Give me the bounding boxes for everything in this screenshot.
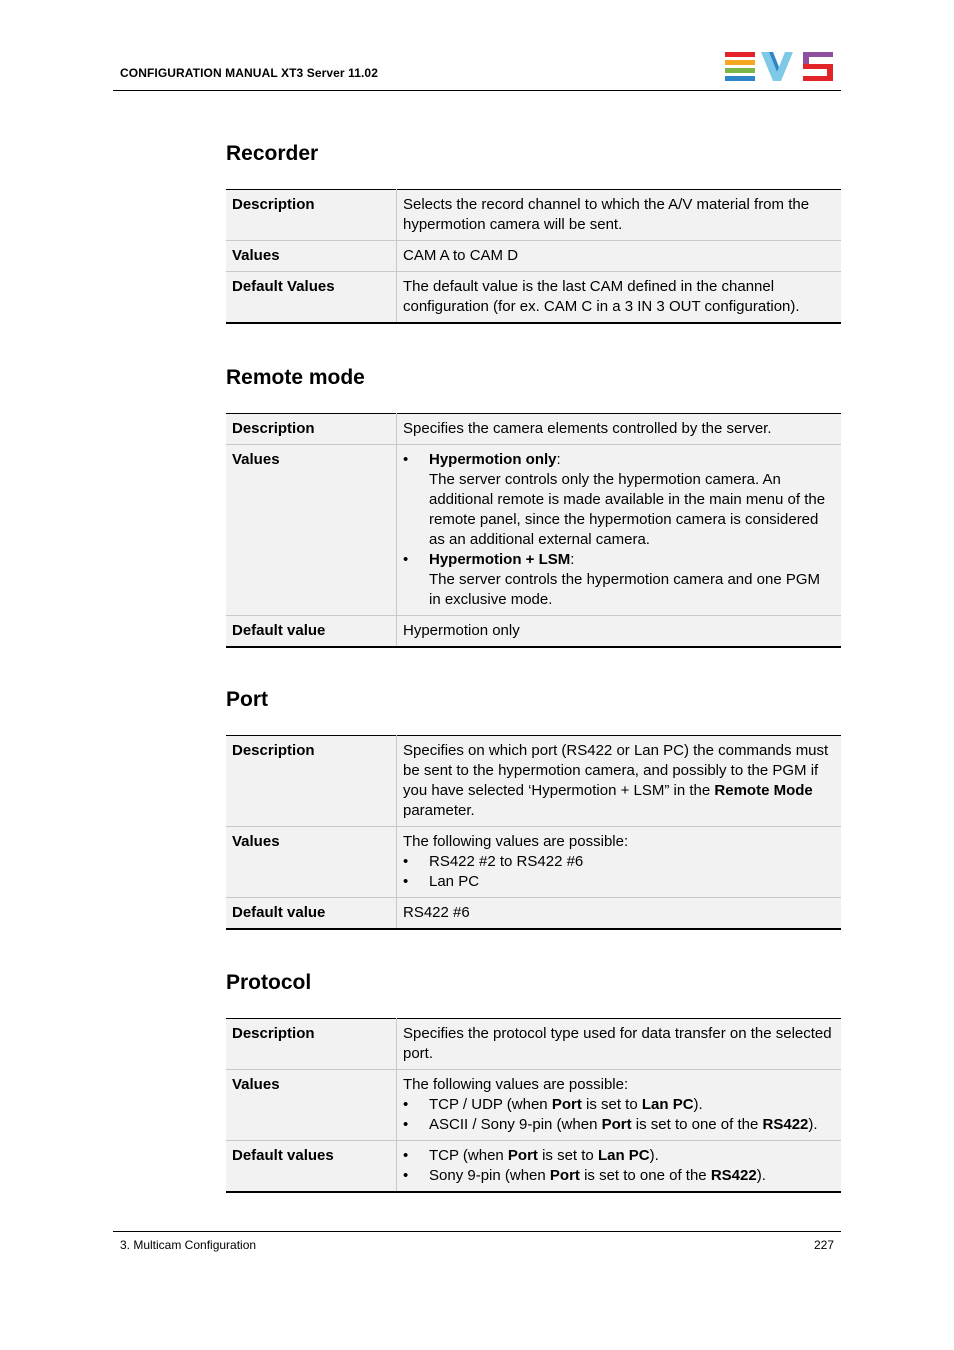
protocol-table [226, 1018, 841, 1193]
row-value: CAM A to CAM D [397, 241, 842, 272]
table-row [226, 1141, 841, 1193]
row-key: Values [226, 241, 397, 272]
table-row [226, 898, 841, 930]
item-text: The server controls the hypermotion camera and one PGM in exclusive mode. [429, 571, 821, 608]
header-divider [113, 90, 841, 91]
list-item: • Hypermotion only: The server controls only the hypermotion camera. An additional remote is made available in the main menu of the remote panel, since the hypermotion camera is considered as an additional external camera. [403, 450, 835, 550]
row-key: Default value [226, 616, 397, 648]
row-key: Default value [226, 898, 397, 930]
page-number: 227 [813, 1238, 834, 1252]
list-item: • TCP (when Port is set to Lan PC). [403, 1146, 835, 1166]
row-key: Description [226, 414, 397, 445]
section-title-remote-mode: Remote mode [226, 366, 365, 389]
item-name: Hypermotion only [429, 451, 557, 468]
row-value [397, 736, 842, 827]
row-key: Description [226, 190, 397, 241]
row-key: Values [226, 1070, 397, 1141]
row-key: Description [226, 736, 397, 827]
remote-mode-table [226, 413, 841, 648]
footer-divider [113, 1231, 841, 1232]
section-title-protocol: Protocol [226, 971, 312, 994]
list-item: • Sony 9-pin (when Port is set to one of the RS422). [403, 1166, 835, 1186]
row-value [397, 1070, 842, 1141]
row-value: Specifies the camera elements controlled by the server. [397, 414, 842, 445]
list-item: • RS422 #2 to RS422 #6 [403, 852, 835, 872]
table-row [226, 1070, 841, 1141]
table-row [226, 616, 841, 648]
row-key: Default Values [226, 272, 397, 324]
evs-logo [725, 52, 835, 82]
row-value: Specifies the protocol type used for data transfer on the selected port. [397, 1019, 842, 1070]
values-list [403, 1095, 835, 1135]
param-ref: Remote Mode [714, 782, 813, 799]
row-value [397, 1141, 842, 1193]
values-list [403, 1146, 835, 1186]
table-row [226, 1019, 841, 1070]
row-value [397, 827, 842, 898]
row-value: Selects the record channel to which the A/V material from the hypermotion camera will be sent. [397, 190, 842, 241]
table-row [226, 827, 841, 898]
row-value: RS422 #6 [397, 898, 842, 930]
table-row [226, 445, 841, 616]
table-row [226, 190, 841, 241]
values-list [403, 852, 835, 892]
document-title: CONFIGURATION MANUAL XT3 Server 11.02 [120, 66, 378, 80]
recorder-table [226, 189, 841, 324]
table-row [226, 736, 841, 827]
row-key: Values [226, 445, 397, 616]
row-value: Hypermotion only [397, 616, 842, 648]
text-run: parameter. [403, 802, 475, 819]
values-intro: The following values are possible: [403, 833, 629, 850]
row-value [397, 445, 842, 616]
text-run: Specifies on which port (RS422 or Lan PC) the commands must be sent to the hypermotion camera, and possibly to the PGM if you have selected ‘Hypermotion + LSM” in the [403, 742, 829, 799]
list-item: • Lan PC [403, 872, 835, 892]
table-row [226, 414, 841, 445]
item-name: Hypermotion + LSM [429, 551, 571, 568]
values-intro: The following values are possible: [403, 1076, 629, 1093]
list-item: • Hypermotion + LSM: The server controls the hypermotion camera and one PGM in exclusive mode. [403, 550, 835, 610]
row-key: Default values [226, 1141, 397, 1193]
table-row [226, 272, 841, 324]
item-text: The server controls only the hypermotion camera. An additional remote is made available in the main menu of the remote panel, since the hypermotion camera is considered as an additional external camera. [429, 471, 826, 548]
section-title-recorder: Recorder [226, 142, 319, 165]
row-key: Values [226, 827, 397, 898]
section-title-port: Port [226, 688, 268, 711]
list-item: • TCP / UDP (when Port is set to Lan PC). [403, 1095, 835, 1115]
port-table [226, 735, 841, 930]
list-item: • ASCII / Sony 9-pin (when Port is set to one of the RS422). [403, 1115, 835, 1135]
row-value: The default value is the last CAM defined in the channel configuration (for ex. CAM C in a 3 IN 3 OUT configuration). [397, 272, 842, 324]
chapter-label: 3. Multicam Configuration [120, 1238, 257, 1252]
table-row [226, 241, 841, 272]
values-list [403, 450, 835, 610]
row-key: Description [226, 1019, 397, 1070]
